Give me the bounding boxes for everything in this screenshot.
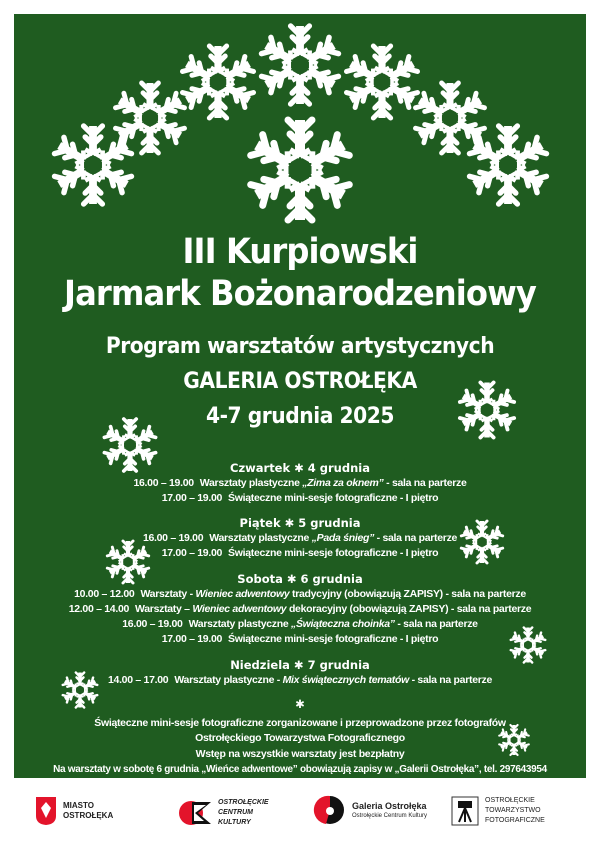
event-text: Warsztaty plastyczne <box>209 532 312 544</box>
event-text: Warsztaty – <box>135 603 193 615</box>
logo-text: MIASTO <box>63 801 94 810</box>
schedule-entry <box>0 602 600 617</box>
event-text: Warsztaty plastyczne - <box>174 674 283 686</box>
note-line-4: Na warsztaty w sobotę 6 grudnia „Wieńce adwentowe” obowiązują zapisy w „Galerii Ostrołęka”, tel. 297643954 <box>53 764 547 775</box>
day-heading: Czwartek ✱ 4 grudnia <box>230 461 370 475</box>
logo-text: OSTROŁĘCKIE <box>485 797 535 804</box>
snowflake-icon <box>115 83 184 153</box>
event-text: Świąteczne mini-sesje fotograficzne - I piętro <box>228 633 439 645</box>
event-title: Wieniec adwentowy <box>195 588 290 600</box>
event-text: Warsztaty plastyczne <box>188 618 292 630</box>
subtitle-dates: 4-7 grudnia 2025 <box>205 404 394 429</box>
event-time: 16.00 – 19.00 <box>122 618 183 630</box>
logo-text: FOTOGRAFICZNE <box>485 817 545 824</box>
day-heading: Niedziela ✱ 7 grudnia <box>230 658 370 672</box>
logo-galeria-ostroleka <box>312 795 427 827</box>
event-title: „Pada śnieg” <box>311 532 375 544</box>
logo-text: TOWARZYSTWO <box>485 807 541 814</box>
galeria-logo-icon <box>312 795 346 827</box>
title-line-1: III Kurpiowski <box>182 232 418 272</box>
event-title: Wieniec adwentowy <box>192 603 287 615</box>
snowflake-icon <box>55 126 132 204</box>
logo-text: Ostrołęckie Centrum Kultury <box>352 813 428 819</box>
logo-miasto-ostroleka <box>35 796 113 826</box>
event-text: - sala na parterze <box>409 674 493 686</box>
event-time: 16.00 – 19.00 <box>133 477 194 489</box>
logo-text: OSTROŁĘCKIE <box>218 799 269 806</box>
event-time: 17.00 – 19.00 <box>161 633 223 645</box>
logo-text: OSTROŁĘKA <box>63 811 114 820</box>
event-text: tradycyjny (obowiązują ZAPISY) - sala na parterze <box>289 588 526 600</box>
event-text: Świąteczne mini-sesje fotograficzne - I piętro <box>228 547 439 559</box>
event-text: - sala na parterze <box>394 618 478 630</box>
schedule-entry <box>0 617 600 632</box>
separator: ✱ <box>295 697 305 711</box>
event-time: 12.00 – 14.00 <box>68 603 130 615</box>
note-line-1: Świąteczne mini-sesje fotograficzne zorganizowane i przeprowadzone przez fotografów <box>94 717 506 729</box>
snowflake-icon <box>470 126 547 204</box>
snowflake-icon <box>347 46 418 118</box>
sponsor-logos <box>0 790 600 840</box>
event-text: dekoracyjny (obowiązują ZAPISY) - sala na parterze <box>286 603 532 615</box>
event-title: Mix świątecznych tematów <box>282 674 409 686</box>
logo-text: KULTURY <box>218 819 251 826</box>
note-line-3: Wstęp na wszystkie warsztaty jest bezpłatny <box>195 748 405 760</box>
schedule-entry <box>0 587 600 602</box>
event-time: 17.00 – 19.00 <box>161 547 223 559</box>
logo-otf <box>451 796 545 826</box>
title-line-2: Jarmark Bożonarodzeniowy <box>64 274 536 314</box>
event-title: „Zima za oknem” <box>302 477 384 489</box>
note-line-2: Ostrołęckiego Towarzystwa Fotograficznego <box>195 732 405 744</box>
day-heading: Piątek ✱ 5 grudnia <box>239 516 361 530</box>
subtitle-program: Program warsztatów artystycznych <box>105 334 495 359</box>
schedule-entry <box>0 491 600 506</box>
camera-tripod-icon <box>451 796 479 826</box>
event-time: 16.00 – 19.00 <box>142 532 204 544</box>
schedule-entry <box>0 632 600 647</box>
event-text: - sala na parterze <box>374 532 458 544</box>
logo-ock <box>178 798 269 828</box>
ock-logo-icon <box>178 800 212 826</box>
coat-of-arms-icon <box>35 796 57 826</box>
event-time: 14.00 – 17.00 <box>107 674 169 686</box>
snowflake-icon <box>183 46 254 118</box>
logo-text: CENTRUM <box>218 809 253 816</box>
schedule-entry <box>0 673 600 688</box>
event-title: „Świąteczna choinka” <box>291 618 395 630</box>
schedule-entry <box>0 531 600 546</box>
event-time: 10.00 – 12.00 <box>74 588 135 600</box>
subtitle-venue: GALERIA OSTROŁĘKA <box>183 369 417 394</box>
schedule-entry <box>0 546 600 561</box>
day-heading: Sobota ✱ 6 grudnia <box>237 572 363 586</box>
snowflake-icon <box>262 26 339 104</box>
snowflake-icon <box>415 83 484 153</box>
event-text: Warsztaty plastyczne <box>199 477 303 489</box>
event-text: Warsztaty - <box>140 588 196 600</box>
event-text: - sala na parterze <box>383 477 467 489</box>
logo-text: Galeria Ostrołęka <box>352 801 427 811</box>
event-text: Świąteczne mini-sesje fotograficzne - I piętro <box>228 492 439 504</box>
event-time: 17.00 – 19.00 <box>161 492 223 504</box>
snowflake-icon <box>251 120 350 220</box>
schedule-entry <box>0 476 600 491</box>
